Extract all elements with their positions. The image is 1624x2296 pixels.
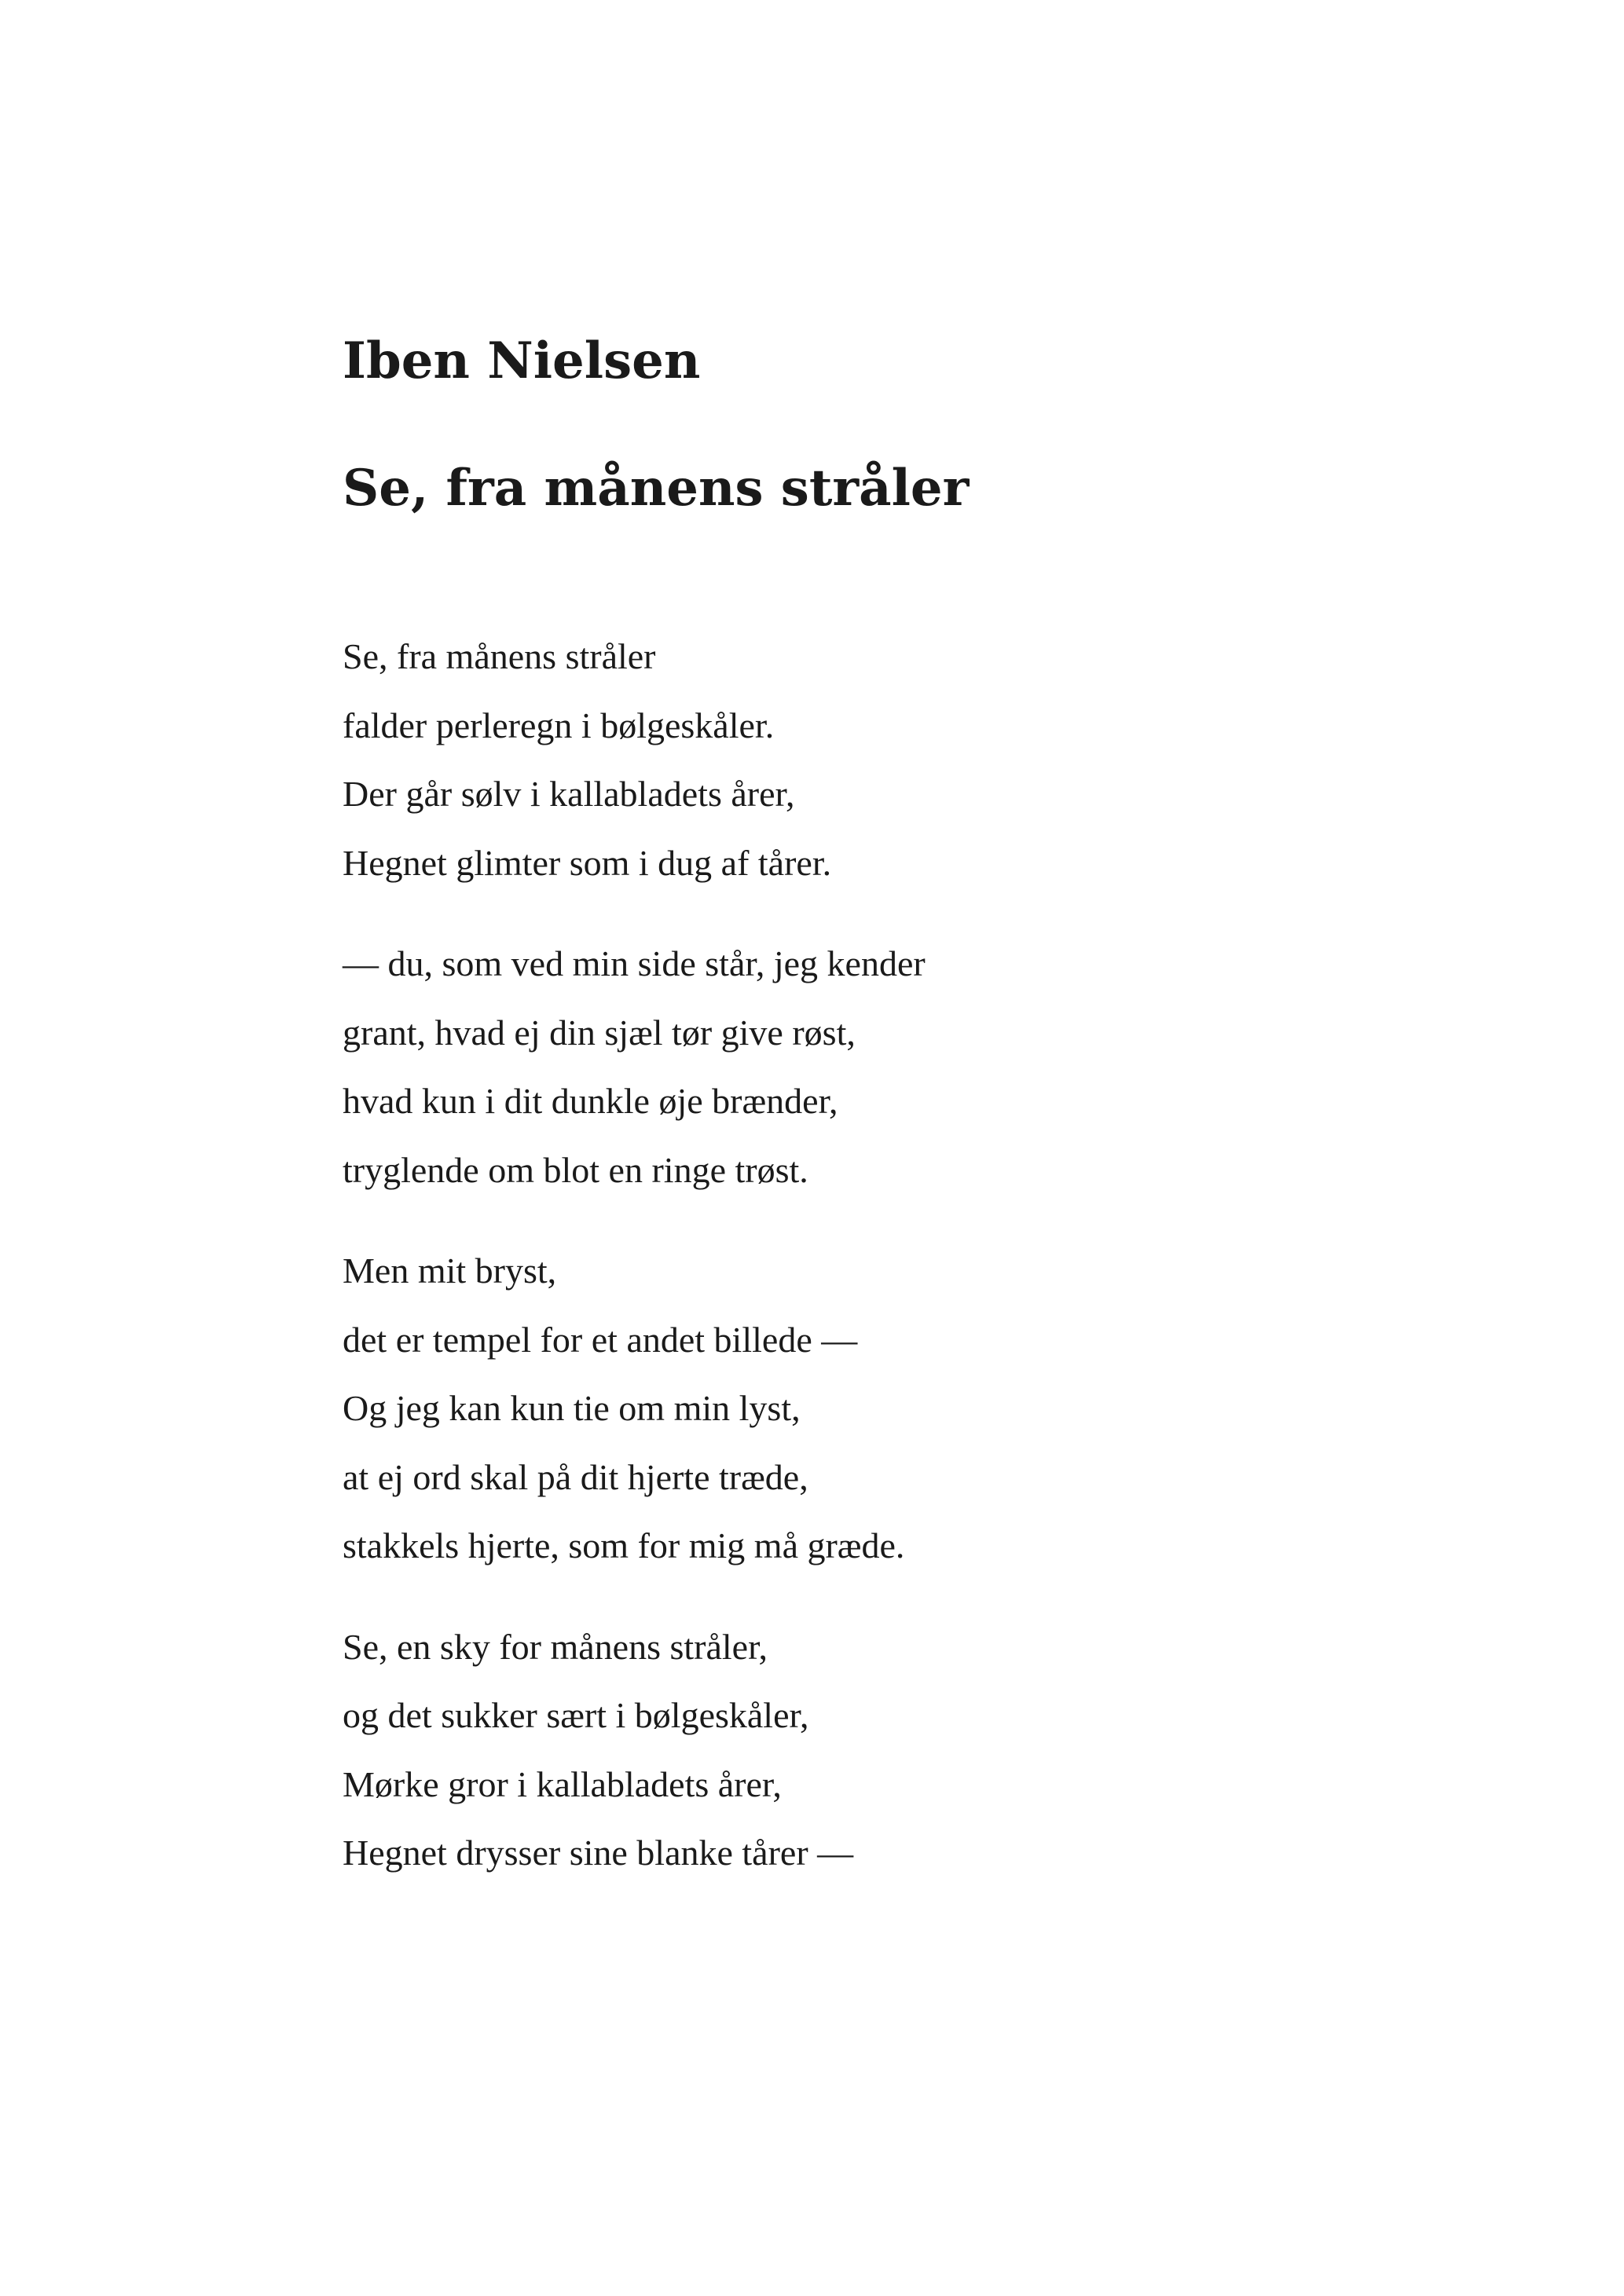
- poem-line: Mørke gror i kallabladets årer,: [343, 1763, 782, 1804]
- poem-line: Hegnet drysser sine blanke tårer —: [343, 1833, 854, 1873]
- poem-line: det er tempel for et andet billede —: [343, 1319, 858, 1360]
- poem-line: — du, som ved min side står, jeg kender: [343, 943, 926, 983]
- poem-line: at ej ord skal på dit hjerte træde,: [343, 1456, 808, 1497]
- poem-line: hvad kun i dit dunkle øje brænder,: [343, 1081, 838, 1121]
- poem-line: stakkels hjerte, som for mig må græde.: [343, 1525, 905, 1565]
- poem-line: Se, fra månens stråler: [343, 636, 656, 676]
- stanza-1: [343, 622, 1364, 897]
- poem-content: [343, 322, 1364, 1920]
- poem-line: og det sukker sært i bølgeskåler,: [343, 1695, 809, 1735]
- poem-line: tryglende om blot en ringe trøst.: [343, 1149, 808, 1190]
- poem-line: Men mit bryst,: [343, 1251, 557, 1291]
- poem-line: Se, en sky for månens stråler,: [343, 1626, 768, 1667]
- poem-body: [343, 622, 1364, 1888]
- poem-line: Hegnet glimter som i dug af tårer.: [343, 842, 832, 883]
- poem-line: Der går sølv i kallabladets årer,: [343, 774, 795, 814]
- author-heading: Iben Nielsen: [343, 331, 701, 390]
- poem-line: falder perleregn i bølgeskåler.: [343, 705, 775, 745]
- poem-line: Og jeg kan kun tie om min lyst,: [343, 1388, 801, 1428]
- stanza-3: [343, 1236, 1364, 1580]
- poem-title: Se, fra månens stråler: [343, 459, 970, 518]
- poem-line: grant, hvad ej din sjæl tør give røst,: [343, 1012, 856, 1053]
- stanza-4: [343, 1613, 1364, 1888]
- stanza-2: [343, 929, 1364, 1204]
